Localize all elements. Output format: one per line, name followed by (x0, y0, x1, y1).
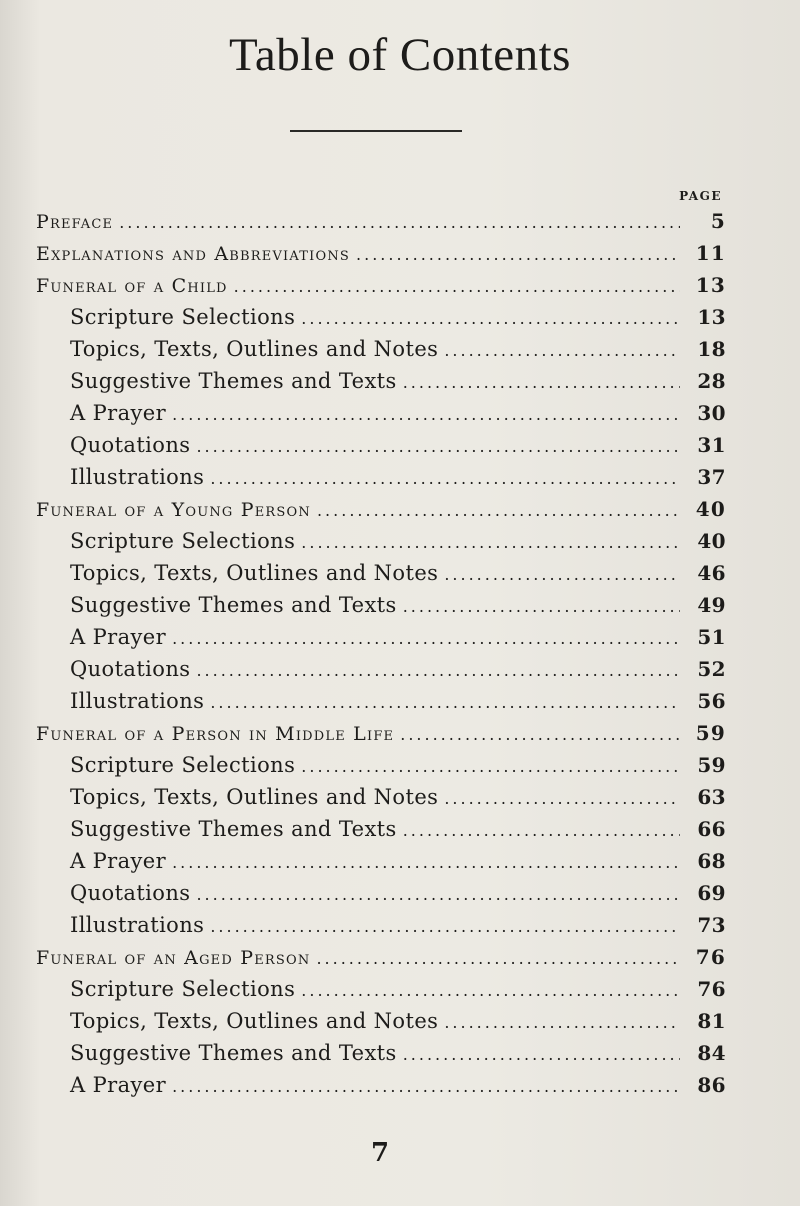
subsection-entry (36, 877, 726, 909)
entry-label: Quotations (70, 433, 191, 457)
entry-label: Topics, Texts, Outlines and Notes (70, 561, 439, 585)
entry-page-number: 76 (697, 977, 726, 1001)
dot-leader (196, 431, 680, 463)
dot-leader (210, 687, 680, 719)
dot-leader (210, 911, 680, 943)
entry-page-number: 13 (695, 273, 726, 297)
subsection-entry (36, 525, 726, 557)
entry-label: Scripture Selections (70, 753, 296, 777)
subsection-entry (36, 397, 726, 429)
dot-leader (172, 623, 680, 655)
entry-label: Illustrations (70, 913, 205, 937)
subsection-entry (36, 813, 726, 845)
entry-page-number: 63 (697, 785, 726, 809)
entry-label: Suggestive Themes and Texts (70, 593, 397, 617)
dot-leader (400, 719, 680, 751)
dot-leader (403, 1039, 680, 1071)
dot-leader (317, 495, 680, 527)
dot-leader (172, 399, 680, 431)
entry-page-number: 31 (697, 433, 726, 457)
entry-label: Suggestive Themes and Texts (70, 1041, 397, 1065)
dot-leader (196, 879, 680, 911)
dot-leader (403, 815, 680, 847)
entry-page-number: 49 (697, 593, 726, 617)
dot-leader (172, 1071, 680, 1103)
entry-page-number: 76 (695, 945, 726, 969)
dot-leader (316, 943, 680, 975)
subsection-entry (36, 653, 726, 685)
entry-label: Preface (36, 211, 114, 233)
entry-page-number: 13 (697, 305, 726, 329)
entry-page-number: 84 (697, 1041, 726, 1065)
entry-page-number: 5 (710, 209, 726, 233)
subsection-entry (36, 973, 726, 1005)
entry-label: Illustrations (70, 465, 205, 489)
subsection-entry (36, 557, 726, 589)
dot-leader (301, 527, 680, 559)
dot-leader (301, 303, 680, 335)
entry-label: Illustrations (70, 689, 205, 713)
entry-label: A Prayer (70, 625, 167, 649)
section-entry (36, 717, 726, 749)
dot-leader (444, 559, 680, 591)
entry-page-number: 59 (697, 753, 726, 777)
entry-page-number: 66 (697, 817, 726, 841)
subsection-entry (36, 685, 726, 717)
section-entry (36, 941, 726, 973)
entry-page-number: 69 (697, 881, 726, 905)
subsection-entry (36, 1037, 726, 1069)
entry-page-number: 11 (695, 241, 726, 265)
contents-list (36, 205, 726, 1101)
dot-leader (403, 367, 680, 399)
entry-page-number: 59 (695, 721, 726, 745)
entry-label: Quotations (70, 881, 191, 905)
entry-label: Scripture Selections (70, 305, 296, 329)
entry-label: Topics, Texts, Outlines and Notes (70, 337, 439, 361)
entry-page-number: 37 (697, 465, 726, 489)
entry-page-number: 40 (697, 529, 726, 553)
entry-page-number: 81 (697, 1009, 726, 1033)
entry-page-number: 51 (697, 625, 726, 649)
subsection-entry (36, 461, 726, 493)
entry-label: Scripture Selections (70, 977, 296, 1001)
entry-label: A Prayer (70, 849, 167, 873)
page-column-heading: PAGE (679, 189, 722, 203)
dot-leader (301, 975, 680, 1007)
entry-label: Scripture Selections (70, 529, 296, 553)
dot-leader (444, 783, 680, 815)
entry-page-number: 52 (697, 657, 726, 681)
entry-page-number: 30 (697, 401, 726, 425)
subsection-entry (36, 845, 726, 877)
subsection-entry (36, 1069, 726, 1101)
subsection-entry (36, 909, 726, 941)
entry-label: Suggestive Themes and Texts (70, 817, 397, 841)
dot-leader (196, 655, 680, 687)
subsection-entry (36, 781, 726, 813)
entry-page-number: 56 (697, 689, 726, 713)
entry-page-number: 28 (697, 369, 726, 393)
subsection-entry (36, 749, 726, 781)
subsection-entry (36, 429, 726, 461)
dot-leader (356, 239, 680, 271)
page-title: Table of Contents (229, 29, 571, 81)
entry-page-number: 73 (697, 913, 726, 937)
dot-leader (444, 335, 680, 367)
entry-page-number: 18 (697, 337, 726, 361)
entry-label: Funeral of a Young Person (36, 499, 311, 521)
subsection-entry (36, 621, 726, 653)
entry-label: Suggestive Themes and Texts (70, 369, 397, 393)
section-entry (36, 493, 726, 525)
title-rule (290, 130, 462, 132)
entry-label: Topics, Texts, Outlines and Notes (70, 785, 439, 809)
dot-leader (119, 207, 680, 239)
dot-leader (301, 751, 680, 783)
subsection-entry (36, 365, 726, 397)
section-entry (36, 237, 726, 269)
entry-page-number: 86 (697, 1073, 726, 1097)
entry-label: Explanations and Abbreviations (36, 243, 351, 265)
entry-page-number: 40 (695, 497, 726, 521)
entry-label: Funeral of a Person in Middle Life (36, 723, 395, 745)
subsection-entry (36, 1005, 726, 1037)
section-entry (36, 205, 726, 237)
dot-leader (210, 463, 680, 495)
dot-leader (234, 271, 680, 303)
subsection-entry (36, 333, 726, 365)
entry-label: Funeral of an Aged Person (36, 947, 311, 969)
entry-label: Quotations (70, 657, 191, 681)
entry-page-number: 68 (697, 849, 726, 873)
entry-label: A Prayer (70, 401, 167, 425)
page-number: 7 (370, 1138, 390, 1168)
entry-page-number: 46 (697, 561, 726, 585)
dot-leader (403, 591, 680, 623)
subsection-entry (36, 301, 726, 333)
section-entry (36, 269, 726, 301)
entry-label: Topics, Texts, Outlines and Notes (70, 1009, 439, 1033)
dot-leader (444, 1007, 680, 1039)
dot-leader (172, 847, 680, 879)
subsection-entry (36, 589, 726, 621)
entry-label: A Prayer (70, 1073, 167, 1097)
entry-label: Funeral of a Child (36, 275, 228, 297)
